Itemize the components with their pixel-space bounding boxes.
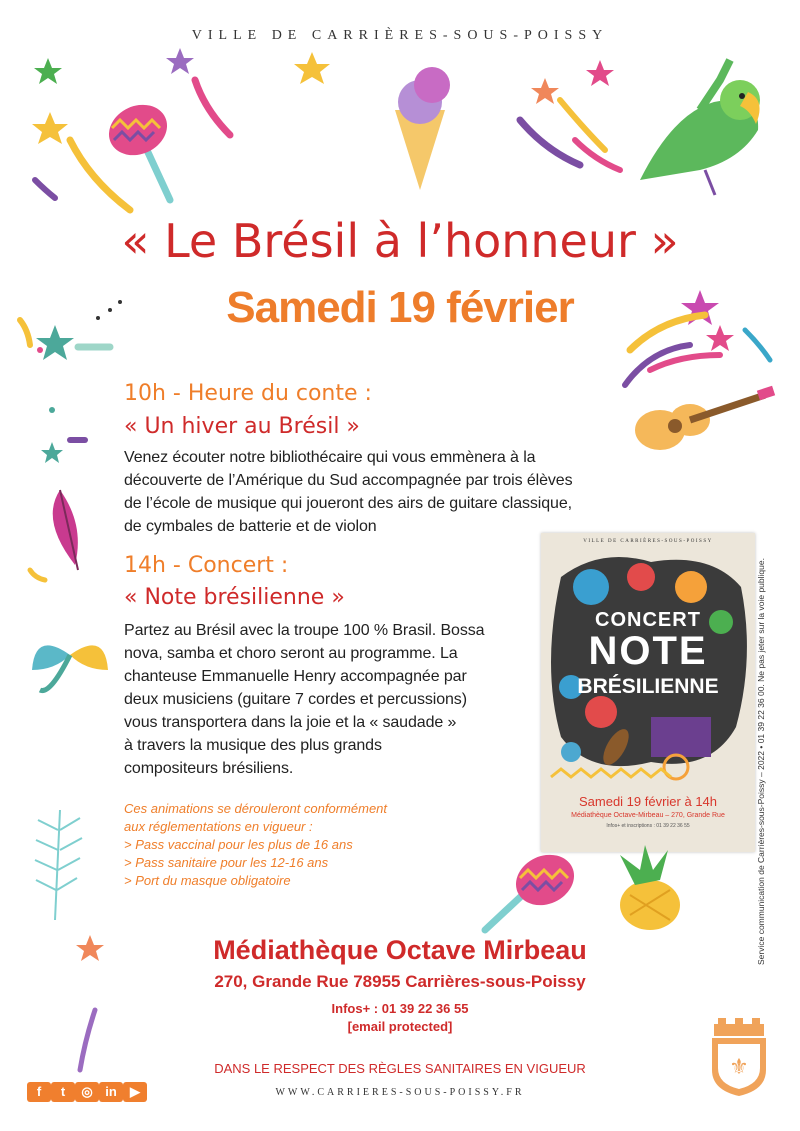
venue-address: 270, Grande Rue 78955 Carrières-sous-Poissy xyxy=(214,972,586,991)
session1-description xyxy=(124,446,644,538)
text-line: Partez au Brésil avec la troupe 100 % Brasil. Bossa xyxy=(124,622,485,639)
event-date: Samedi 19 février xyxy=(226,283,574,332)
text-line: de l’école de musique qui joueront des airs de guitare classique, xyxy=(124,495,573,512)
town-header: VILLE DE CARRIÈRES-SOUS-POISSY xyxy=(191,28,609,43)
star-icon xyxy=(531,78,559,104)
poster-word-concert: CONCERT xyxy=(595,609,701,631)
text-line: compositeurs brésiliens. xyxy=(124,760,294,777)
coat-of-arms-icon xyxy=(708,1018,770,1098)
text-line: Venez écouter notre bibliothécaire qui vous emmènera à la xyxy=(124,449,536,466)
sanitary-notes xyxy=(124,800,454,890)
session1-subtitle: « Un hiver au Brésil » xyxy=(124,414,360,439)
star-icon xyxy=(34,58,62,84)
feather-icon xyxy=(53,490,78,570)
session1-time: 10h xyxy=(124,381,166,406)
poster-word-note: NOTE xyxy=(588,629,708,673)
butterfly-icon xyxy=(32,645,108,690)
venue-name: Médiathèque Octave Mirbeau xyxy=(213,935,587,965)
note-line: > Pass vaccinal pour les plus de 16 ans xyxy=(124,837,353,852)
session2-description xyxy=(124,619,534,780)
text-line: à travers la musique des plus grands xyxy=(124,737,382,754)
text-line: découverte de l’Amérique du Sud accompagnée par trois élèves xyxy=(124,472,573,489)
website-link[interactable]: WWW.CARRIERES-SOUS-POISSY.FR xyxy=(275,1087,525,1098)
star-icon xyxy=(41,442,63,463)
pineapple-icon xyxy=(620,845,680,930)
session2-time: 14h xyxy=(124,553,166,578)
poster-info: Infos+ et inscriptions : 01 39 22 36 55 xyxy=(606,823,690,829)
star-icon xyxy=(294,52,330,84)
parrot-icon xyxy=(640,60,760,195)
session2-name: - Concert : xyxy=(165,553,289,578)
decorations-bottom xyxy=(470,840,710,940)
youtube-icon[interactable]: ▶ xyxy=(123,1082,147,1102)
text-line: chanteuse Emmanuelle Henry accompagnée par xyxy=(124,668,467,685)
star-icon xyxy=(586,60,614,86)
poster-date: Samedi 19 février à 14h xyxy=(578,794,718,809)
session1-heading xyxy=(124,381,372,406)
facebook-icon[interactable]: f xyxy=(27,1082,51,1102)
poster-place: Médiathèque Octave-Mirbeau – 270, Grande Rue xyxy=(571,812,725,819)
star-icon xyxy=(32,112,68,144)
instagram-icon[interactable]: ◎ xyxy=(75,1082,99,1102)
poster-town: VILLE DE CARRIÈRES-SOUS-POISSY xyxy=(583,539,713,544)
session2-heading xyxy=(124,553,288,578)
note-line: > Port du masque obligatoire xyxy=(124,873,291,888)
concert-poster xyxy=(541,533,755,852)
text-line: nova, samba et choro seront au programme. La xyxy=(124,645,458,662)
note-line: aux réglementations en vigueur : xyxy=(124,819,313,834)
linkedin-icon[interactable]: in xyxy=(99,1082,123,1102)
legal-mention: Service communication de Carrières-sous-Poissy – 2022 • 01 39 22 36 00. Ne pas jeter sur la voie publique. xyxy=(756,558,766,965)
star-icon xyxy=(36,325,74,360)
svg-text:⚜: ⚜ xyxy=(729,1055,749,1080)
text-line: de cymbales de batterie et de violon xyxy=(124,518,377,535)
sanitary-rules: DANS LE RESPECT DES RÈGLES SANITAIRES EN VIGUEUR xyxy=(214,1061,586,1076)
star-icon xyxy=(166,48,194,74)
ice-cream-icon xyxy=(395,67,450,190)
star-icon xyxy=(706,325,734,351)
venue-phone: Infos+ : 01 39 22 36 55 xyxy=(331,1001,469,1016)
maraca-icon xyxy=(101,96,176,200)
text-line: deux musiciens (guitare 7 cordes et percussions) xyxy=(124,691,467,708)
note-line: Ces animations se dérouleront conformément xyxy=(124,801,388,816)
twitter-icon[interactable]: t xyxy=(51,1082,75,1102)
maraca-icon xyxy=(485,846,582,930)
event-title: « Le Brésil à l’honneur » xyxy=(121,214,679,268)
leaf-icon xyxy=(35,810,82,920)
note-line: > Pass sanitaire pour les 12-16 ans xyxy=(124,855,329,870)
text-line: vous transportera dans la joie et la « saudade » xyxy=(124,714,457,731)
poster-word-bresilienne: BRÉSILIENNE xyxy=(577,675,719,698)
venue-email[interactable]: [email protected] xyxy=(347,1019,453,1034)
guitar-icon xyxy=(635,386,775,450)
decorations-top xyxy=(0,40,800,240)
session2-subtitle: « Note brésilienne » xyxy=(124,585,345,610)
session1-name: - Heure du conte : xyxy=(165,381,372,406)
